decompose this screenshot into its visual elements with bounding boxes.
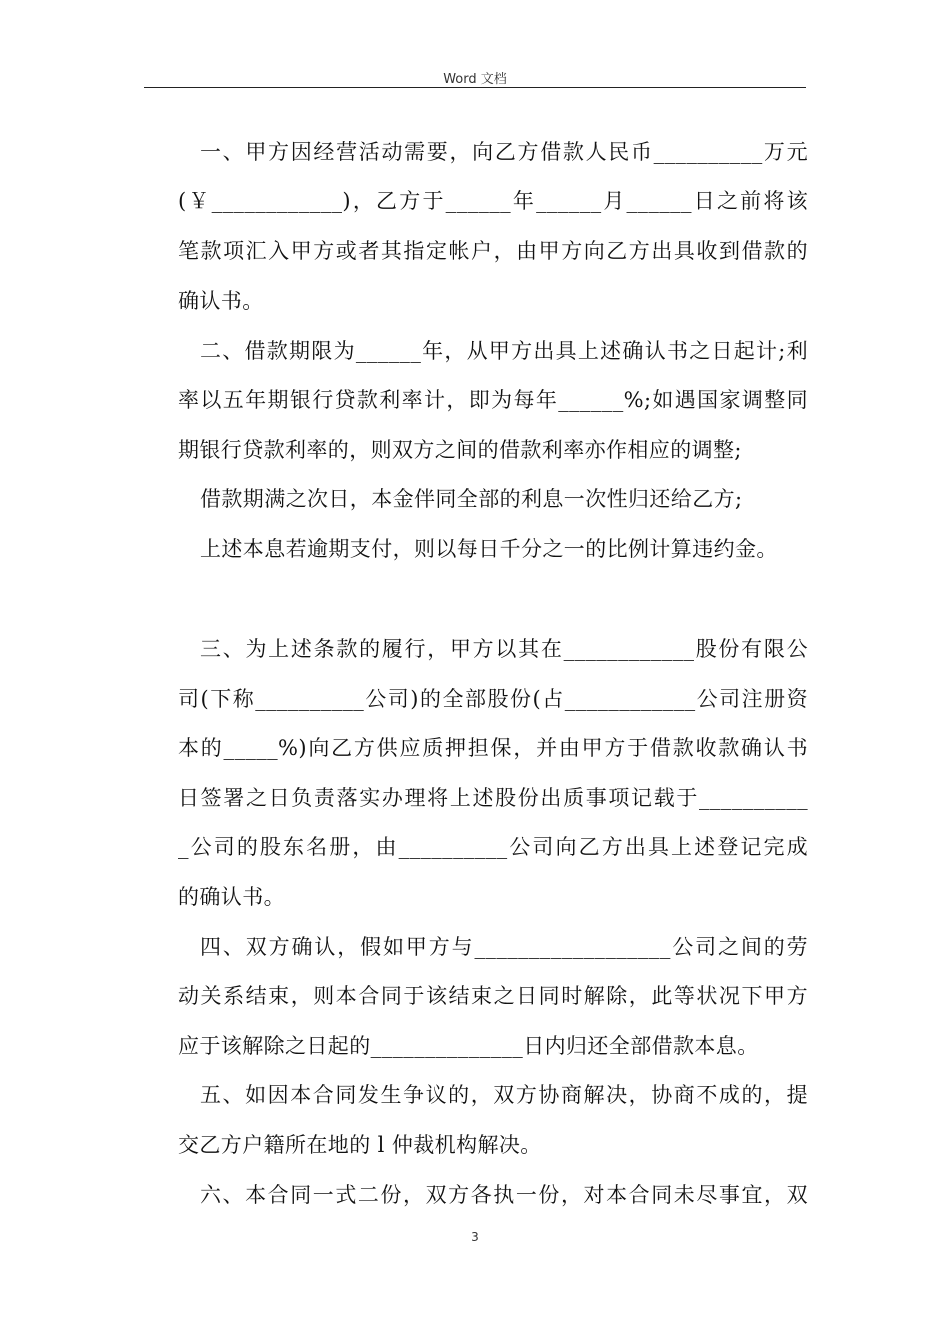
text-line-11: 司(下称__________公司)的全部股份(占____________公司注册资 — [178, 687, 808, 711]
page-header-title: Word 文档 — [443, 72, 507, 87]
text-line-3: 笔款项汇入甲方或者其指定帐户，由甲方向乙方出具收到借款的 — [178, 239, 808, 263]
text-line-15: 的确认书。 — [178, 885, 285, 909]
page-number: 3 — [471, 1230, 479, 1244]
text-line-6: 率以五年期银行贷款利率计，即为每年______%;如遇国家调整同 — [178, 388, 808, 412]
text-line-16: 四、双方确认，假如甲方与__________________公司之间的劳 — [200, 935, 808, 959]
text-line-10: 三、为上述条款的履行，甲方以其在____________股份有限公 — [200, 637, 808, 661]
text-line-5: 二、借款期限为______年，从甲方出具上述确认书之日起计;利 — [200, 339, 808, 363]
text-line-14: _公司的股东名册，由__________公司向乙方出具上述登记完成 — [178, 835, 808, 859]
text-line-19: 五、如因本合同发生争议的，双方协商解决，协商不成的，提 — [200, 1083, 808, 1107]
text-line-1: 一、甲方因经营活动需要，向乙方借款人民币__________万元 — [200, 140, 808, 164]
text-line-4: 确认书。 — [178, 289, 264, 313]
text-line-9: 上述本息若逾期支付，则以每日千分之一的比例计算违约金。 — [200, 537, 778, 561]
text-line-20: 交乙方户籍所在地的 l 仲裁机构解决。 — [178, 1133, 542, 1157]
text-line-13: 日签署之日负责落实办理将上述股份出质事项记载于__________ — [178, 786, 808, 810]
text-line-7: 期银行贷款利率的，则双方之间的借款利率亦作相应的调整; — [178, 438, 742, 462]
text-line-18: 应于该解除之日起的______________日内归还全部借款本息。 — [178, 1034, 759, 1058]
header-divider — [144, 87, 806, 88]
text-line-12: 本的_____%)向乙方供应质押担保，并由甲方于借款收款确认书 — [178, 736, 808, 760]
text-line-8: 借款期满之次日，本金伴同全部的利息一次性归还给乙方; — [200, 487, 743, 511]
text-line-17: 动关系结束，则本合同于该结束之日同时解除，此等状况下甲方 — [178, 984, 808, 1008]
text-line-2: (￥____________)，乙方于______年______月______日之前将该 — [178, 189, 808, 213]
text-line-21: 六、本合同一式二份，双方各执一份，对本合同未尽事宜，双 — [200, 1183, 808, 1207]
